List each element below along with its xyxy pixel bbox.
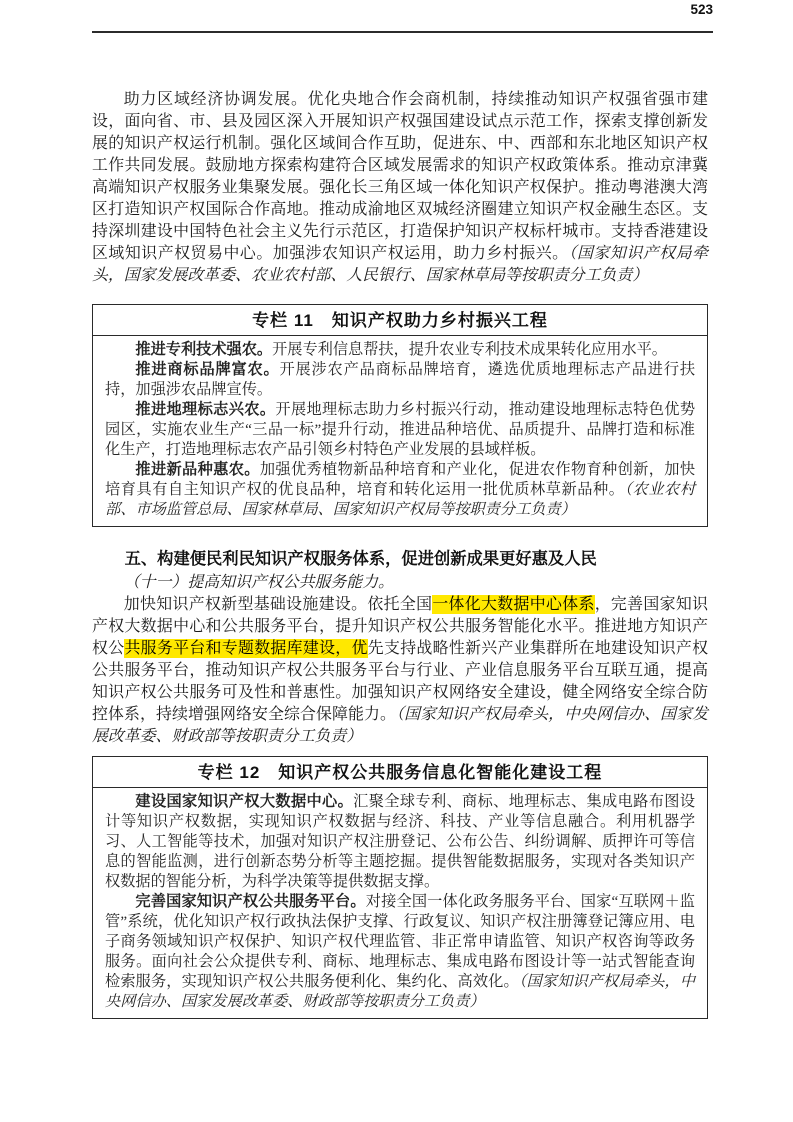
item-text: 开展涉农产品商标品牌培育，遴选优质地理标志产品进行扶持，加强涉农品牌宣传。	[105, 361, 696, 398]
box-12-item-public-service-platform	[105, 892, 695, 1012]
item-lead: 完善国家知识产权公共服务平台。	[135, 893, 366, 910]
item-text: 开展地理标志助力乡村振兴行动，推动建设地理标志特色优势园区，实施农业生产“三品一标”提升行动，推进品种培优、品质提升、品牌打造和标准化生产，打造地理标志农产品引领乡村特色产业发展的县域样板。	[105, 401, 696, 458]
box-12-title: 专栏 12 知识产权公共服务信息化智能化建设工程	[93, 757, 707, 788]
box-11-item-new-varieties	[105, 460, 695, 520]
responsibility-attribution: （国家知识产权局牵头，国家发展改革委、农业农村部、人民银行、国家林草局等按职责分工负责）	[92, 245, 708, 284]
item-text: 汇聚全球专利、商标、地理标志、集成电路布图设计等知识产权数据，实现知识产权数据与经济、科技、产业等信息融合。利用机器学习、人工智能等技术，加强对知识产权注册登记、公布公告、纠纷调解、质押许可等信息的智能监测，进行创新态势分析等主题挖掘。提供智能数据服务，实现对各类知识产权数据的智能分析，为科学决策等提供数据支撑。	[105, 793, 696, 890]
paragraph-text: 助力区域经济协调发展。优化央地合作会商机制，持续推动知识产权强省强市建设，面向省、市、县及园区深入开展知识产权强国建设试点示范工作，探索支撑创新发展的知识产权运行机制。强化区域间合作互助，促进东、中、西部和东北地区知识产权工作共同发展。鼓励地方探索构建符合区域发展需求的知识产权政策体系。推动京津冀高端知识产权服务业集聚发展。强化长三角区域一体化知识产权保护。推动粤港澳大湾区打造知识产权国际合作高地。推动成渝地区双城经济圈建立知识产权金融生态区。支持深圳建设中国特色社会主义先行示范区，打造保护知识产权标杆城市。支持香港建设区域知识产权贸易中心。加强涉农知识产权运用，助力乡村振兴。	[92, 91, 708, 262]
section-5-subheading-11: （十一）提高知识产权公共服务能力。	[123, 574, 394, 591]
page-number: 523	[690, 2, 713, 17]
item-lead: 推进专利技术强农。	[135, 341, 273, 358]
box-12-item-big-data-center	[105, 792, 695, 892]
item-lead: 推进地理标志兴农。	[135, 401, 276, 418]
box-11-body	[93, 336, 707, 526]
highlighted-text: 一体化大数据中心体系	[432, 596, 595, 613]
box-11-item-trademark	[105, 360, 695, 400]
highlighted-text: 共服务平台和专题数据库建设，优	[124, 640, 368, 657]
box-11-item-patent	[105, 340, 695, 360]
box-11-item-geographical-indication	[105, 400, 695, 460]
item-text: 对接全国一体化政务服务平台、国家“互联网＋监管”系统，优化知识产权行政执法保护支撑、行政复议、知识产权注册簿登记簿应用、电子商务领域知识产权保护、知识产权代理监管、非正常申请监管、知识产权咨询等政务服务。面向社会公众提供专利、商标、地理标志、集成电路布图设计等一站式智能查询检索服务，实现知识产权公共服务便利化、集约化、高效化。	[105, 893, 695, 990]
page-content	[92, 33, 708, 1019]
box-11-title: 专栏 11 知识产权助力乡村振兴工程	[93, 305, 707, 336]
item-lead: 推进商标品牌富农。	[135, 361, 280, 378]
responsibility-attribution: （国家知识产权局牵头，中央网信办、国家发展改革委、财政部等按职责分工负责）	[105, 973, 696, 1010]
box-column-11	[92, 304, 708, 527]
paragraph-text: 加快知识产权新型基础设施建设。依托全国	[123, 596, 433, 613]
section-5-heading: 五、构建便民利民知识产权服务体系，促进创新成果更好惠及人民	[124, 550, 597, 568]
paragraph-text: 先支持战略性新兴产业集群所在地建设知识产权公共服务平台，推动知识产权公共服务平台与行业、产业信息服务平台互联互通，提高知识产权公共服务可及性和普惠性。加强知识产权网络安全建设，健全网络安全综合防控体系，持续增强网络安全综合保障能力。	[92, 640, 709, 723]
paragraph-regional-coordination	[92, 89, 708, 287]
responsibility-attribution: （国家知识产权局牵头，中央网信办、国家发展改革委、财政部等按职责分工负责）	[92, 706, 708, 745]
item-text: 开展专利信息帮扶，提升农业专利技术成果转化应用水平。	[272, 341, 667, 358]
item-text: 加强优秀植物新品种培育和产业化，促进农作物育种创新，加快培育具有自主知识产权的优良品种，培育和转化运用一批优质林草新品种。	[105, 461, 696, 498]
responsibility-attribution: （农业农村部、市场监管总局、国家林草局、国家知识产权局等按职责分工负责）	[105, 481, 696, 518]
box-column-12	[92, 756, 708, 1019]
box-12-body	[93, 788, 707, 1018]
item-lead: 建设国家知识产权大数据中心。	[135, 793, 354, 810]
paragraph-text: ，完善国家知识产权大数据中心和公共服务平台，提升知识产权公共服务智能化水平。推进地方知识产权公	[92, 596, 709, 657]
paragraph-public-service-infrastructure	[92, 594, 708, 748]
item-lead: 推进新品种惠农。	[135, 461, 260, 478]
